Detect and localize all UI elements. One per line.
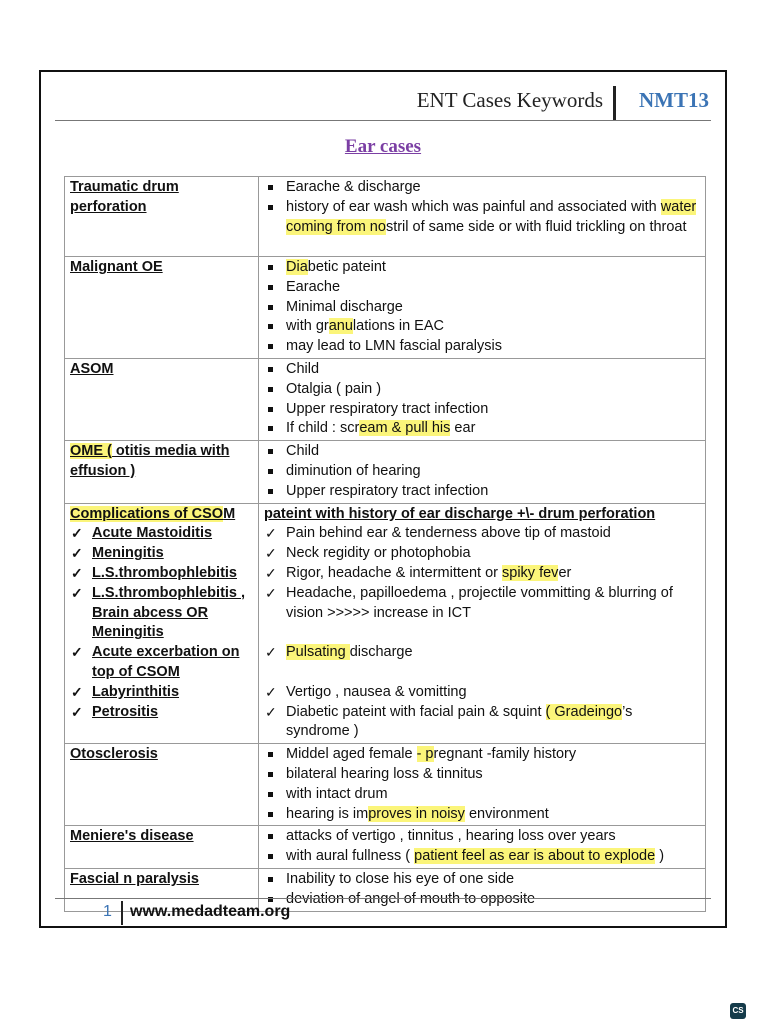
list-item: Child xyxy=(264,360,700,380)
list-item: ✓ Rigor, headache & intermittent or spiky fever xyxy=(264,564,700,584)
list-item: history of ear wash which was painful and associated with water coming from nostril of same side or with fluid trickling on throat xyxy=(264,198,700,238)
document-title: ENT Cases Keywords xyxy=(416,88,603,112)
list-item: ✓ Acute Mastoiditis xyxy=(70,524,253,544)
ear-cases-table xyxy=(64,176,706,912)
case-name: ASOM xyxy=(70,360,114,377)
website-link[interactable]: www.medadteam.org xyxy=(130,903,291,920)
list-item: bilateral hearing loss & tinnitus xyxy=(264,765,700,785)
case-name: Traumatic drum perforation xyxy=(70,179,179,215)
list-item: ✓ Diabetic pateint with facial pain & squint ( Gradeingo’s syndrome ) xyxy=(264,703,700,743)
list-item: Inability to close his eye of one side xyxy=(264,870,700,890)
page-footer xyxy=(55,898,711,925)
case-name: Malignant OE xyxy=(70,259,163,275)
case-name: OME ( otitis media with effusion ) xyxy=(70,443,230,479)
table-row xyxy=(65,358,706,440)
list-item: ✓ Neck regidity or photophobia xyxy=(264,544,700,564)
list-item: ✓ Headache, papilloedema , projectile vommitting & blurring of vision >>>>> increase in ICT xyxy=(264,584,700,624)
table-row xyxy=(65,826,706,869)
list-item: attacks of vertigo , tinnitus , hearing loss over years xyxy=(264,827,700,847)
case-name: Fascial n paralysis xyxy=(70,870,199,887)
document-code: NMT13 xyxy=(639,88,709,112)
header-divider xyxy=(613,86,616,120)
table-row xyxy=(65,441,706,503)
list-item: ✓ Acute excerbation on top of CSOM xyxy=(70,643,253,683)
list-item: ✓ L.S.thrombophlebitis xyxy=(70,564,253,584)
list-item: ✓ Meningitis xyxy=(70,544,253,564)
list-item: ✓ Labyrinthitis xyxy=(70,683,253,703)
list-item: Upper respiratory tract infection xyxy=(264,400,700,420)
list-item: hearing is improves in noisy environment xyxy=(264,805,700,825)
list-item: with intact drum xyxy=(264,785,700,805)
list-item: with aural fullness ( patient feel as ear is about to explode ) xyxy=(264,847,700,867)
list-item: ✓ Vertigo , nausea & vomitting xyxy=(264,683,700,703)
list-item: diminution of hearing xyxy=(264,462,700,482)
list-item: Minimal discharge xyxy=(264,298,700,318)
list-item: ✓ Petrositis xyxy=(70,703,253,723)
camscanner-logo-icon: CS xyxy=(730,1003,746,1019)
table-row xyxy=(65,257,706,359)
table-row xyxy=(65,503,706,744)
list-item: Child xyxy=(264,442,700,462)
list-item: may lead to LMN fascial paralysis xyxy=(264,337,700,357)
list-item: ✓ Pain behind ear & tenderness above tip of mastoid xyxy=(264,524,700,544)
page-header xyxy=(55,84,711,121)
list-item: with granulations in EAC xyxy=(264,317,700,337)
list-item: Middel aged female - pregnant -family history xyxy=(264,745,700,765)
table-row xyxy=(65,744,706,826)
list-item: deviation of angel of mouth to opposite xyxy=(264,890,700,910)
list-item: Upper respiratory tract infection xyxy=(264,482,700,502)
list-item: ✓ L.S.thrombophlebitis , Brain abcess OR Meningitis xyxy=(70,584,253,643)
case-name: Complications of CSOM xyxy=(70,505,236,522)
list-item: Earache & discharge xyxy=(264,178,700,198)
table-row xyxy=(65,177,706,257)
footer-divider xyxy=(121,901,123,925)
list-item: Otalgia ( pain ) xyxy=(264,380,700,400)
complications-header: pateint with history of ear discharge +\- drum perforation xyxy=(264,505,656,522)
page-number: 1 xyxy=(103,903,112,920)
section-heading: Ear cases xyxy=(344,136,422,157)
list-item: If child : scream & pull his ear xyxy=(264,419,700,439)
page-frame xyxy=(39,70,727,928)
case-name: Meniere's disease xyxy=(70,828,194,845)
case-name: Otosclerosis xyxy=(70,746,158,763)
list-item: Diabetic pateint xyxy=(264,258,700,278)
list-item: ✓ Pulsating discharge xyxy=(264,643,700,663)
list-item: Earache xyxy=(264,278,700,298)
